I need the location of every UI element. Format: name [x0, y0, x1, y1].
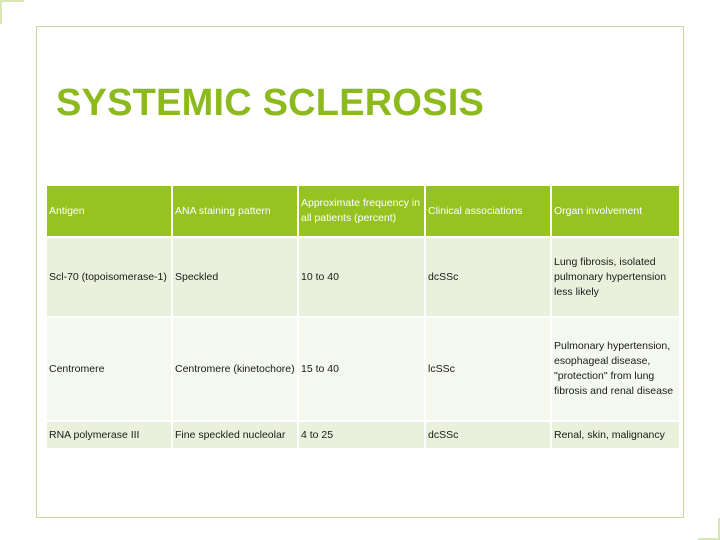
header-frequency: Approximate frequency in all patients (percent) [299, 186, 426, 238]
slide-title: SYSTEMIC SCLEROSIS [56, 82, 485, 124]
corner-decoration-top-left [0, 0, 24, 24]
cell-antigen: Centromere [47, 318, 173, 422]
header-ana-pattern: ANA staining pattern [173, 186, 299, 238]
cell-antigen: RNA polymerase III [47, 422, 173, 450]
table-row [47, 318, 681, 422]
cell-organ: Lung fibrosis, isolated pulmonary hypertension less likely [552, 238, 681, 318]
cell-organ: Renal, skin, malignancy [552, 422, 681, 450]
cell-antigen: Scl-70 (topoisomerase-1) [47, 238, 173, 318]
cell-frequency: 4 to 25 [299, 422, 426, 450]
corner-decoration-bottom-right [698, 518, 720, 540]
cell-clinical: dcSSc [426, 422, 552, 450]
cell-ana-pattern: Fine speckled nucleolar [173, 422, 299, 450]
header-clinical: Clinical associations [426, 186, 552, 238]
cell-frequency: 10 to 40 [299, 238, 426, 318]
cell-ana-pattern: Centromere (kinetochore) [173, 318, 299, 422]
cell-clinical: lcSSc [426, 318, 552, 422]
header-organ: Organ involvement [552, 186, 681, 238]
cell-ana-pattern: Speckled [173, 238, 299, 318]
antibody-table [47, 186, 681, 450]
cell-clinical: dcSSc [426, 238, 552, 318]
cell-organ: Pulmonary hypertension, esophageal disease, "protection" from lung fibrosis and renal disease [552, 318, 681, 422]
cell-frequency: 15 to 40 [299, 318, 426, 422]
table-header-row [47, 186, 681, 238]
table-row [47, 422, 681, 450]
header-antigen: Antigen [47, 186, 173, 238]
table-row [47, 238, 681, 318]
